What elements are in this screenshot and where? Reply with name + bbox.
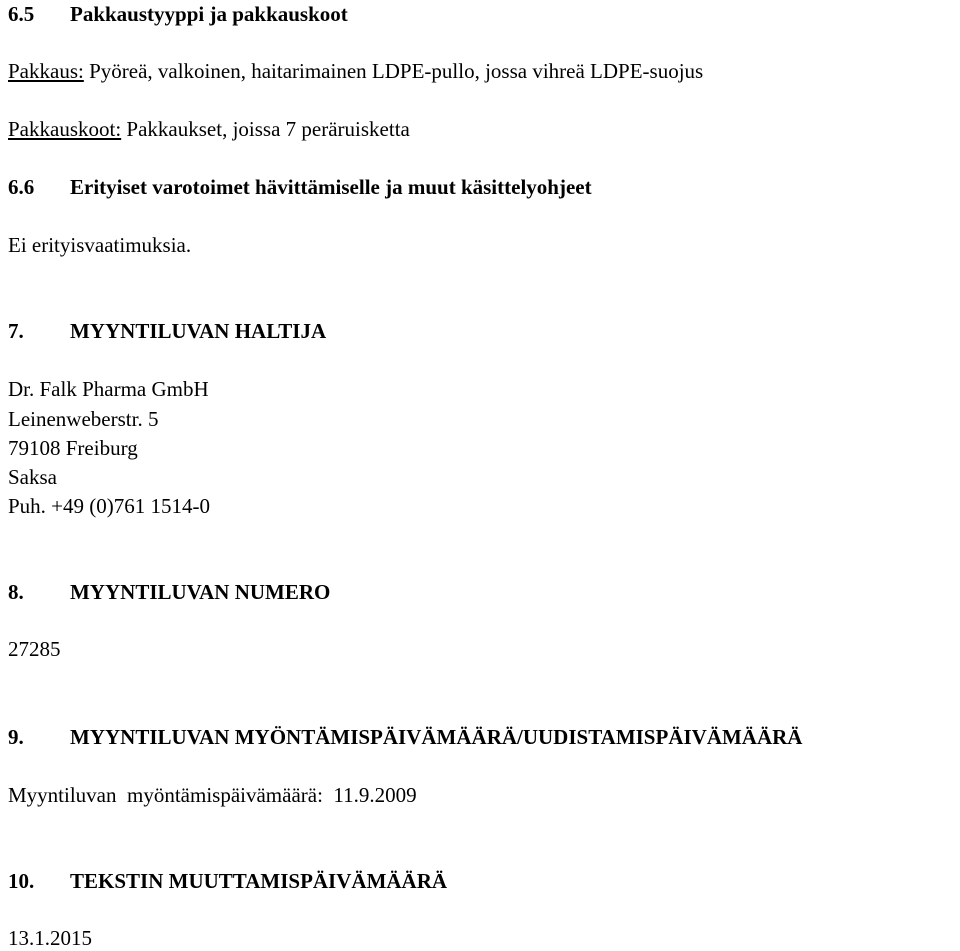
- packaging-value: Pyöreä, valkoinen, haitarimainen LDPE-pullo, jossa vihreä LDPE-suojus: [83, 59, 704, 83]
- section-number: 8.: [8, 580, 24, 604]
- section-number: 10.: [8, 869, 35, 893]
- section-title: MYYNTILUVAN HALTIJA: [70, 319, 327, 343]
- revision-date: 13.1.2015: [8, 926, 92, 950]
- section-9-heading: [8, 724, 802, 750]
- section-6-6-heading: [8, 174, 592, 200]
- address-line: 79108 Freiburg: [8, 436, 138, 460]
- section-6-5-heading: [8, 1, 348, 27]
- section-number: 6.5: [8, 2, 35, 26]
- phone-line: Puh. +49 (0)761 1514-0: [8, 494, 211, 518]
- section-number: 9.: [8, 725, 24, 749]
- disposal-text: Ei erityisvaatimuksia.: [8, 233, 192, 257]
- pack-sizes-label: Pakkauskoot:: [8, 117, 122, 141]
- section-title: Pakkaustyyppi ja pakkauskoot: [70, 2, 348, 26]
- section-title: MYYNTILUVAN NUMERO: [70, 580, 331, 604]
- section-10-heading: [8, 868, 447, 894]
- section-number: 7.: [8, 319, 24, 343]
- section-title: TEKSTIN MUUTTAMISPÄIVÄMÄÄRÄ: [70, 869, 448, 893]
- address-line: Saksa: [8, 465, 57, 489]
- packaging-line: [8, 58, 703, 84]
- section-number: 6.6: [8, 175, 35, 199]
- address-line: Dr. Falk Pharma GmbH: [8, 377, 209, 401]
- authorisation-number: 27285: [8, 637, 61, 661]
- packaging-label: Pakkaus:: [8, 59, 84, 83]
- pack-sizes-line: [8, 116, 410, 142]
- section-8-heading: [8, 579, 330, 605]
- section-title: Erityiset varotoimet hävittämiselle ja muut käsittelyohjeet: [70, 175, 592, 199]
- section-title: MYYNTILUVAN MYÖNTÄMISPÄIVÄMÄÄRÄ/UUDISTAMISPÄIVÄMÄÄRÄ: [70, 725, 803, 749]
- section-7-heading: [8, 318, 326, 344]
- authorisation-date-text: Myyntiluvan myöntämispäivämäärä: 11.9.2009: [8, 783, 417, 807]
- address-line: Leinenweberstr. 5: [8, 407, 159, 431]
- pack-sizes-value: Pakkaukset, joissa 7 peräruisketta: [121, 117, 410, 141]
